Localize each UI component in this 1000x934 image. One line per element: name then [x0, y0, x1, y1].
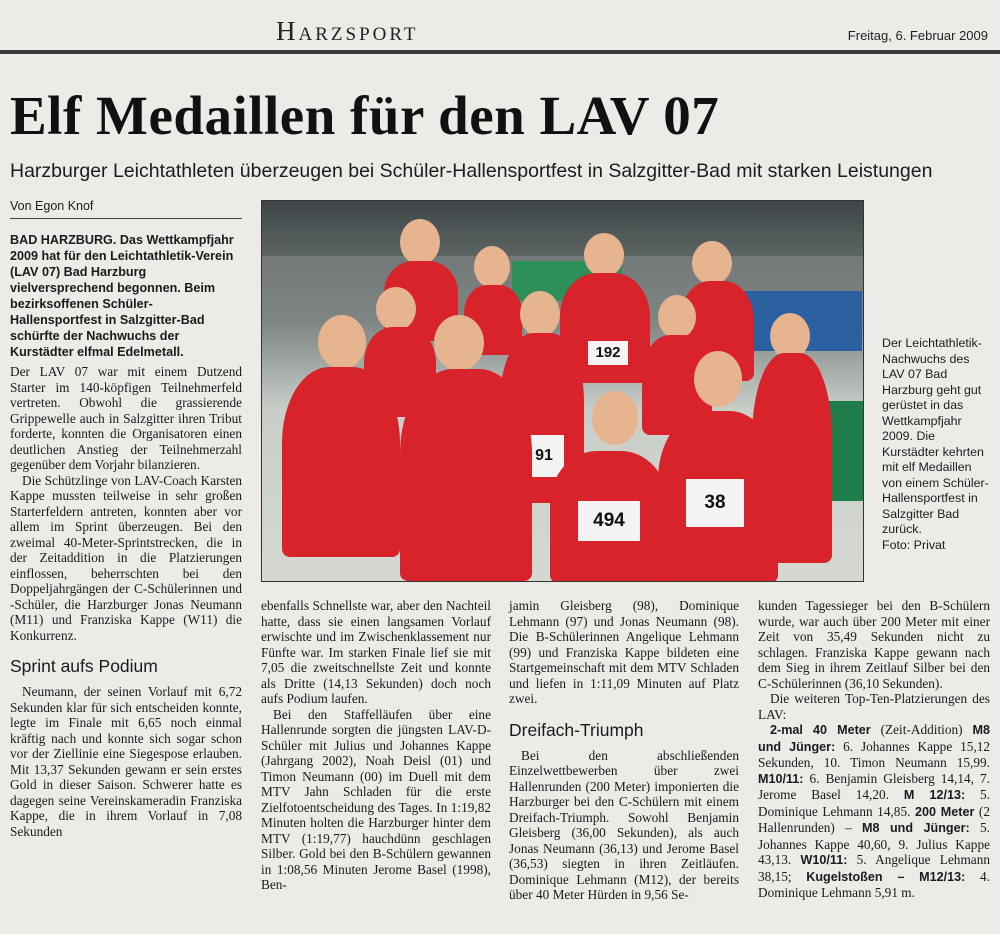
- result-text: 6. Benjamin Gleisberg 14,14, 7. Jerome Basel 14,20.: [758, 770, 990, 802]
- child-jersey: [400, 369, 532, 581]
- result-label: 200 Meter: [915, 804, 975, 819]
- lead-paragraph: BAD HARZBURG. Das Wettkampfjahr 2009 hat für den Leichtathletik-Verein (LAV 07) Bad Harzburg vielversprechend begonnen. Beim bezirksoffenen Schüler-Hallensportfest in Salzgitter-Bad schürfte der Nachwuchs der Kurstädter elfmal Edelmetall.: [10, 233, 234, 359]
- child-jersey: [282, 367, 400, 557]
- result-label: W10/11:: [800, 853, 848, 867]
- child-head: [400, 219, 440, 265]
- paragraph: ebenfalls Schnellste war, aber den Nachteil hatte, dass sie einen langsamen Vorlauf erwischte und im Zwischenklassement nur Fünfte war. Im starken Finale lief sie mit 7,05 die zweitschnellste Zeit und konnte als Dritte (14,13 Sekunden) doch noch aufs Podium laufen.: [261, 598, 491, 706]
- subheading-triumph: Dreifach-Triumph: [509, 719, 644, 740]
- result-text: 5. Johannes Kappe 40,60, 9. Julius Kappe 43,13.: [758, 820, 990, 867]
- result-text: (2 Hallenrunden) –: [758, 803, 991, 835]
- start-number-bib: 38: [686, 479, 744, 527]
- result-text: 4. Dominique Lehmann 5,91 m.: [758, 868, 991, 900]
- paragraph: Die weiteren Top-Ten-Platzierungen des LAV:: [758, 691, 990, 722]
- child-head: [318, 315, 366, 369]
- issue-date: Freitag, 6. Februar 2009: [847, 28, 988, 43]
- result-text: (Zeit-Addition): [870, 722, 973, 737]
- caption-text: Der Leichtathletik-Nachwuchs des LAV 07 Bad Harzburg geht gut gerüstet in das Wettkampfjahr 2009. Die Kurstädter kehrten mit elf Medaillen von einem Schüler-Hallensportfest in Salzgitter Bad zurück.: [882, 336, 989, 536]
- child-head: [434, 315, 484, 371]
- start-number-bib: 494: [578, 501, 640, 541]
- section-title: Harzsport: [276, 16, 419, 46]
- subheading-sprint: Sprint aufs Podium: [10, 656, 158, 676]
- result-label: Kugelstoßen – M12/13:: [806, 869, 966, 884]
- paragraph: Der LAV 07 war mit einem Dutzend Starter im 140-köpfigen Teilnehmerfeld vertreten. Obwohl die grassierende Grippewelle auch in Salzgitter ihren Tribut forderte, konnten die Organisatoren einen deutlichen Anstieg der Teilnehmerzahl gegenüber dem Vorjahr bilanzieren.: [10, 364, 242, 472]
- start-number-bib: 91: [524, 435, 564, 477]
- result-label: M8 und Jünger:: [758, 723, 990, 754]
- team-photo: [261, 200, 864, 582]
- paragraph: Bei den Staffelläufen über eine Hallenrunde sorgten die jüngsten LAV-D-Schüler mit Julius und Johannes Kappe (Jahrgang 2002), Noah Deisl (01) und Timon Neumann (00) im Duell mit dem MTV Jahn Schladen für die erste Zielfotoentscheidung des Tages. In 1:19,82 Minuten holten die Harzburger hinter dem MTV (1:19,77) hauchdünn geschlagen Silber. Gold bei den B-Schülern gewannen in 1:08,56 Minuten Jerome Basel (1998), Ben-: [261, 706, 491, 892]
- article-column-1: [10, 232, 242, 839]
- paragraph: Bei den abschließenden Einzelwettbewerben über zwei Hallenrunden (200 Meter) imponierten die Harzburger bei den C-Schülern mit einem Dreifach-Triumph. Sowohl Benjamin Gleisberg (36,00 Sekunden), als auch Jonas Neumann (36,13) und Jerome Basel (36,53) siegten in ihren Zeitläufen. Dominique Lehmann (M12), der bereits über 40 Meter Hürden in 9,56 Se-: [509, 747, 739, 902]
- paragraph: Die Schützlinge von LAV-Coach Karsten Kappe mussten teilweise in sehr großen Starterfeldern antreten, konnten aber vor allem im Sprint überzeugen. Bei den zweimal 40-Meter-Sprintstrecken, die in der Zeitaddition in die Platzierungen einflossen, beherrschten bei den Doppeljahrgängen der C-Schülerinnen und -Schüler, die Harzburger Jonas Neumann (M11) und Franziska Kappe (W11) die Konkurrenz.: [10, 472, 242, 643]
- subheadline: Harzburger Leichtathleten überzeugen bei Schüler-Hallensportfest in Salzgitter-Bad mit starken Leistungen: [10, 160, 933, 182]
- result-label: M8 und Jünger:: [862, 821, 970, 835]
- result-text: 6. Johannes Kappe 15,12 Sekunden, 10. Timon Neumann 15,99.: [758, 738, 990, 770]
- headline: Elf Medaillen für den LAV 07: [10, 85, 720, 146]
- result-text: 5. Angelique Lehmann 38,15;: [758, 852, 990, 884]
- photo-caption: [882, 336, 990, 553]
- byline-rule: [10, 218, 242, 219]
- article-column-3: [509, 598, 739, 903]
- child-head: [592, 391, 638, 445]
- result-text: 5. Dominique Lehmann 14,85.: [758, 787, 991, 819]
- child-head: [520, 291, 560, 337]
- child-head: [376, 287, 416, 331]
- child-head: [658, 295, 696, 339]
- child-head: [694, 351, 742, 407]
- result-label: M 12/13:: [903, 788, 966, 802]
- child-head: [692, 241, 732, 285]
- child-head: [584, 233, 624, 277]
- paragraph: kunden Tagessieger bei den B-Schülern wurde, war auch über 200 Meter mit einer Zeit von 35,49 Sekunden nicht zu schlagen. Franziska Kappe gewann nach dem Sieg in ihrem Zeitlauf Silber bei den C-Schülerinnen (36,10 Sekunden).: [758, 598, 990, 691]
- result-label: 2-mal 40 Meter: [770, 723, 871, 737]
- result-label: M10/11:: [758, 771, 804, 786]
- results-list: [758, 722, 990, 901]
- photo-credit: Foto: Privat: [882, 537, 946, 552]
- hall-wall: [262, 201, 863, 256]
- paragraph: jamin Gleisberg (98), Dominique Lehmann (97) und Jonas Neumann (98). Die B-Schülerinnen Angelique Lehmann (99) und Franziska Kappe bildeten eine Startgemeinschaft mit dem MTV Schladen und liefen in 1:11,09 Minuten auf Platz zwei.: [509, 598, 739, 706]
- start-number-bib: 192: [588, 341, 628, 365]
- paragraph: Neumann, der seinen Vorlauf mit 6,72 Sekunden klar für sich entscheiden konnte, legte im Finale mit 6,65 noch einmal kräftig nach und konnte sich sogar schon vor der Ziellinie eine Siegespose erlauben. Mit 13,37 Sekunden gewann er sein erstes Gold in dieser Saison. Schwerer hatte es dagegen seine Vereinskameradin Franziska Kappe, die in ihrem Vorlauf in 7,08 Sekunden: [10, 684, 242, 839]
- child-head: [474, 246, 510, 288]
- article-column-2: [261, 598, 491, 893]
- byline: Von Egon Knof: [10, 199, 94, 213]
- article-column-4: [758, 598, 990, 901]
- header-rule: [0, 50, 1000, 54]
